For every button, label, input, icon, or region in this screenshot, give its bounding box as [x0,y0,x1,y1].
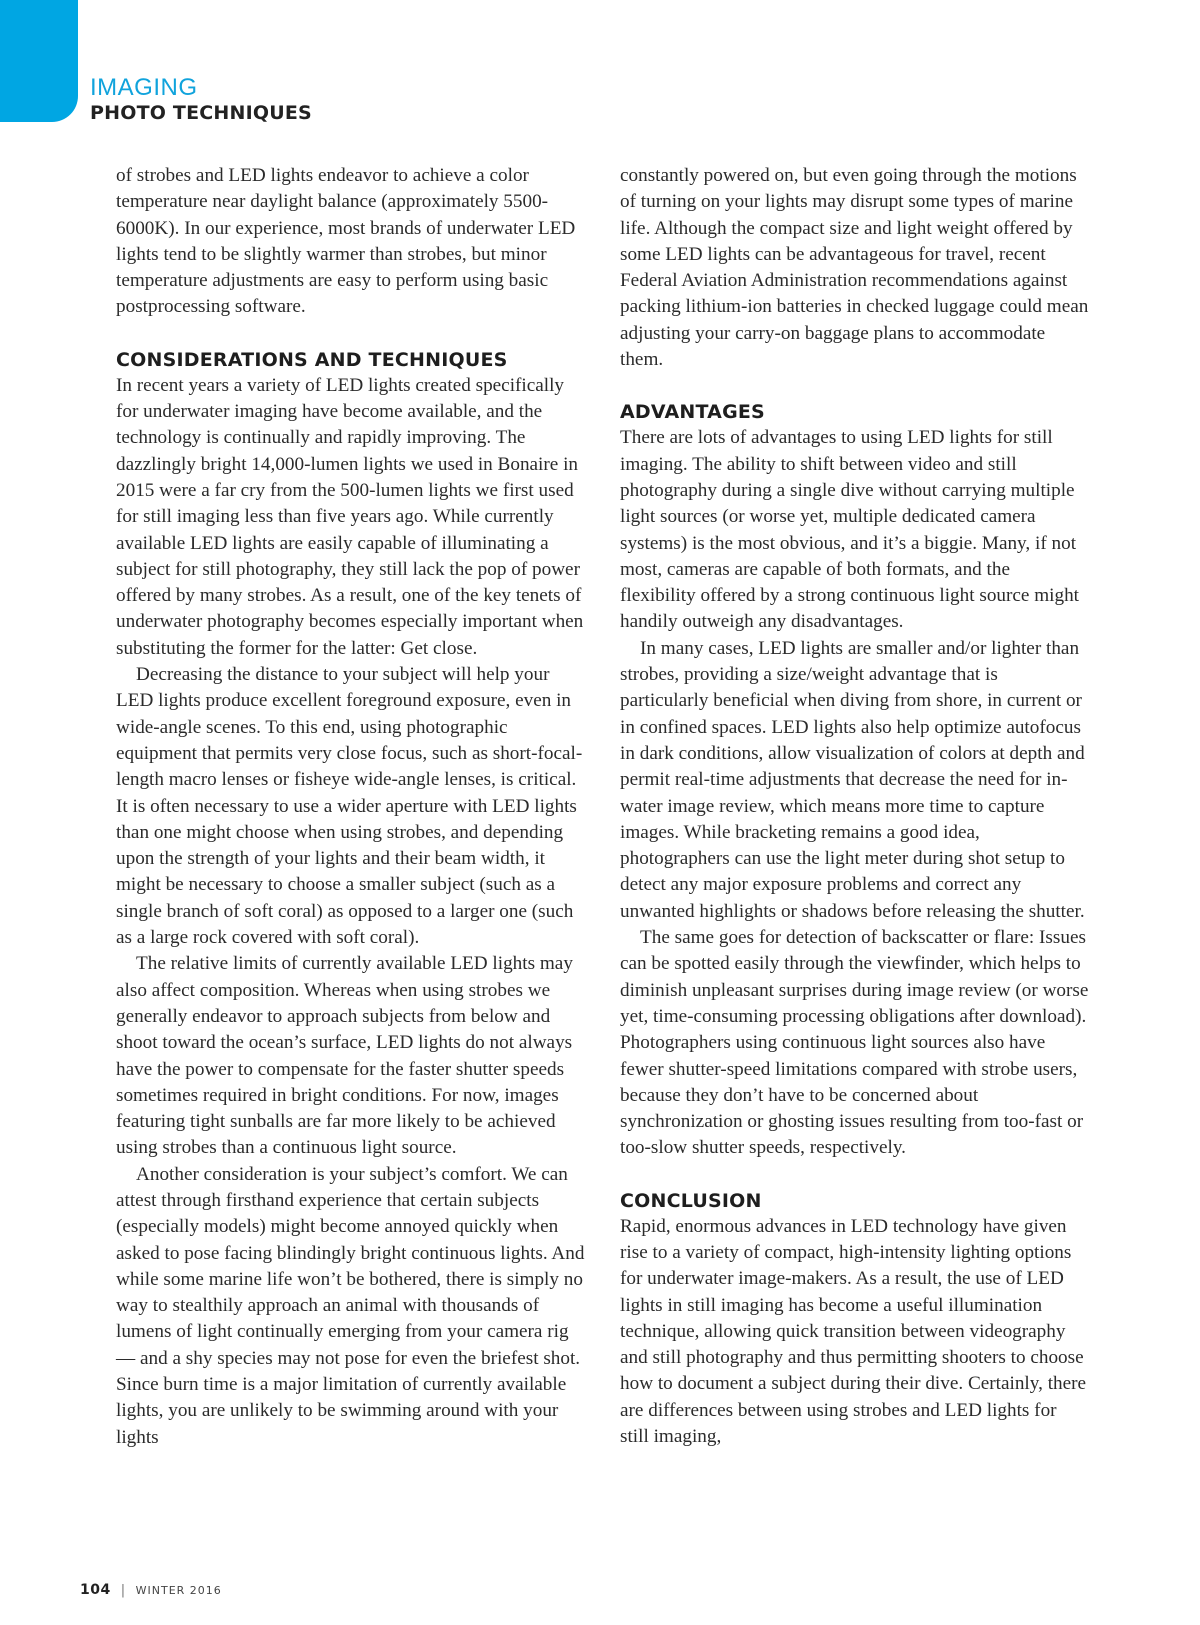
section-color-tab [0,0,78,122]
paragraph: There are lots of advantages to using LED lights for still imaging. The ability to shift between video and still photography during a single dive without carrying multiple light sources (or worse yet, multiple dedicated camera systems) is the most obvious, and it’s a biggie. Many, if not most, cameras are capable of both formats, and the flexibility offered by a strong continuous light source might handily outweigh any disadvantages. [620,427,1080,633]
right-column [620,163,1090,1450]
section-label: IMAGING [90,74,198,101]
paragraph: In many cases, LED lights are smaller and/or lighter than strobes, providing a size/weight advantage that is particularly beneficial when diving from shore, in current or in confined spaces. LED lights also help optimize autofocus in dark conditions, allow visualization of colors at depth and permit real-time adjustments that decrease the need for in-water image review, which means more time to capture images. While bracketing remains a good idea, photographers can use the light meter during shot setup to detect any major exposure problems and correct any unwanted highlights or shadows before releasing the shutter. [620,637,1085,922]
section-subtitle: PHOTO TECHNIQUES [90,102,312,124]
paragraph: The relative limits of currently available LED lights may also affect composition. Whereas when using strobes we generally endeavor to approach subjects from below and shoot toward the ocean’s surface, LED lights do not always have the power to compensate for the faster shutter speeds sometimes required in bright conditions. For now, images featuring tight sunballs are far more likely to be achieved using strobes than a continuous light source. [116,953,573,1159]
page-number: 104 [80,1582,111,1598]
paragraph: The same goes for detection of backscatter or flare: Issues can be spotted easily through the viewfinder, which helps to diminish unpleasant surprises during image review (or worse yet, time-consuming processing obligations after download). Photographers using continuous light sources also have fewer shutter-speed limitations compared with strobe users, because they don’t have to be concerned about synchronization or ghosting issues resulting from too-fast or too-slow shutter speeds, respectively. [620,927,1089,1159]
paragraph: Decreasing the distance to your subject will help your LED lights produce excellent foreground exposure, even in wide-angle scenes. To this end, using photographic equipment that permits very close focus, such as short-focal-length macro lenses or fisheye wide-angle lenses, is critical. It is often necessary to use a wider aperture with LED lights than one might choose when using strobes, and depending upon the strength of your lights and their beam width, it might be necessary to choose a smaller subject (such as a single branch of soft coral) as opposed to a larger one (such as a large rock covered with soft coral). [116,664,583,949]
issue-label: WINTER 2016 [135,1584,222,1597]
paragraph: of strobes and LED lights endeavor to achieve a color temperature near daylight balance (approximately 5500-6000K). In our experience, most brands of underwater LED lights tend to be slightly warmer than strobes, but minor temperature adjustments are easy to perform using basic postprocessing software. [116,165,576,318]
paragraph: In recent years a variety of LED lights created specifically for underwater imaging have become available, and the technology is continually and rapidly improving. The dazzlingly bright 14,000-lumen lights we used in Bonaire in 2015 were a far cry from the 500-lumen lights we first used for still imaging less than five years ago. While currently available LED lights are easily capable of illuminating a subject for still photography, they still lack the pop of power offered by many strobes. As a result, one of the key tenets of underwater photography becomes especially important when substituting the former for the latter: Get close. [116,374,584,659]
page-footer [80,1582,222,1598]
paragraph: Rapid, enormous advances in LED technology have given rise to a variety of compact, high-intensity lighting options for underwater image-makers. As a result, the use of LED lights in still imaging has become a useful illumination technique, allowing quick transition between videography and still photography and thus permitting shooters to choose how to document a subject during their dive. Certainly, there are differences between using strobes and LED lights for still imaging, [620,1215,1087,1448]
heading-advantages: ADVANTAGES [620,401,765,424]
footer-separator: | [120,1583,126,1598]
heading-considerations: CONSIDERATIONS AND TECHNIQUES [116,348,508,371]
paragraph: constantly powered on, but even going through the motions of turning on your lights may disrupt some types of marine life. Although the compact size and light weight offered by some LED lights can be advantageous for travel, recent Federal Aviation Administration recommendations against packing lithium-ion batteries in checked luggage could mean adjusting your carry-on baggage plans to accommodate them. [620,165,1089,371]
heading-conclusion: CONCLUSION [620,1189,762,1212]
left-column [116,163,586,1451]
section-header [90,74,312,125]
paragraph: Another consideration is your subject’s comfort. We can attest through firsthand experience that certain subjects (especially models) might become annoyed quickly when asked to pose facing blindingly bright continuous lights. And while some marine life won’t be bothered, there is simply no way to stealthily approach an animal with thousands of lumens of light continually emerging from your camera rig — and a shy species may not pose for even the briefest shot. Since burn time is a major limitation of currently available lights, you are unlikely to be swimming around with your lights [116,1163,585,1448]
